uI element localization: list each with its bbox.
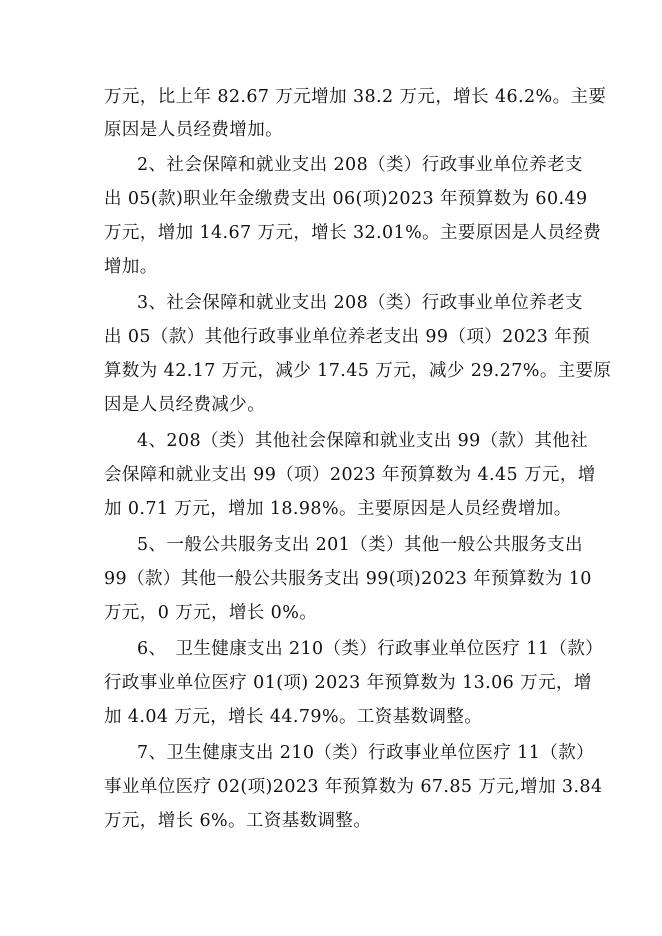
paragraph-2-line-3: 万元，增加 14.67 万元，增长 32.01%。主要原因是人员经费	[104, 223, 602, 243]
paragraph-5-line-3: 万元，0 万元，增长 0%。	[104, 603, 318, 623]
paragraph-5-line-1: 5、一般公共服务支出 201（类）其他一般公共服务支出	[137, 535, 583, 555]
paragraph-2-line-4: 增加。	[104, 257, 158, 277]
paragraph-7-line-1: 7、卫生健康支出 210（类）行政事业单位医疗 11（款）	[137, 743, 595, 763]
paragraph-3-line-4: 因是人员经费减少。	[104, 395, 266, 415]
paragraph-3-line-2: 出 05（款）其他行政事业单位养老支出 99（项）2023 年预	[104, 327, 591, 347]
paragraph-3-line-3: 算数为 42.17 万元，减少 17.45 万元，减少 29.27%。主要原	[104, 361, 612, 381]
paragraph-2-line-2: 出 05(款)职业年金缴费支出 06(项)2023 年预算数为 60.49	[104, 189, 588, 209]
paragraph-7-line-2: 事业单位医疗 02(项)2023 年预算数为 67.85 万元,增加 3.84	[104, 777, 603, 797]
paragraph-2-line-1: 2、社会保障和就业支出 208（类）行政事业单位养老支	[137, 155, 583, 175]
paragraph-6-line-2: 行政事业单位医疗 01(项) 2023 年预算数为 13.06 万元，增	[104, 673, 592, 693]
paragraph-3-line-1: 3、社会保障和就业支出 208（类）行政事业单位养老支	[137, 293, 583, 313]
paragraph-5-line-2: 99（款）其他一般公共服务支出 99(项)2023 年预算数为 10	[104, 569, 592, 589]
paragraph-4-line-1: 4、208（类）其他社会保障和就业支出 99（款）其他社	[137, 431, 589, 451]
paragraph-1-line-1: 万元，比上年 82.67 万元增加 38.2 万元，增长 46.2%。主要	[104, 87, 607, 107]
paragraph-7-line-3: 万元，增长 6%。工资基数调整。	[104, 811, 372, 831]
paragraph-6-line-1: 6、 卫生健康支出 210（类）行政事业单位医疗 11（款）	[137, 639, 604, 659]
paragraph-4-line-3: 加 0.71 万元，增加 18.98%。主要原因是人员经费增加。	[104, 499, 572, 519]
paragraph-6-line-3: 加 4.04 万元，增长 44.79%。工资基数调整。	[104, 707, 483, 727]
paragraph-4-line-2: 会保障和就业支出 99（项）2023 年预算数为 4.45 万元，增	[104, 465, 596, 485]
paragraph-1-line-2: 原因是人员经费增加。	[104, 120, 283, 140]
